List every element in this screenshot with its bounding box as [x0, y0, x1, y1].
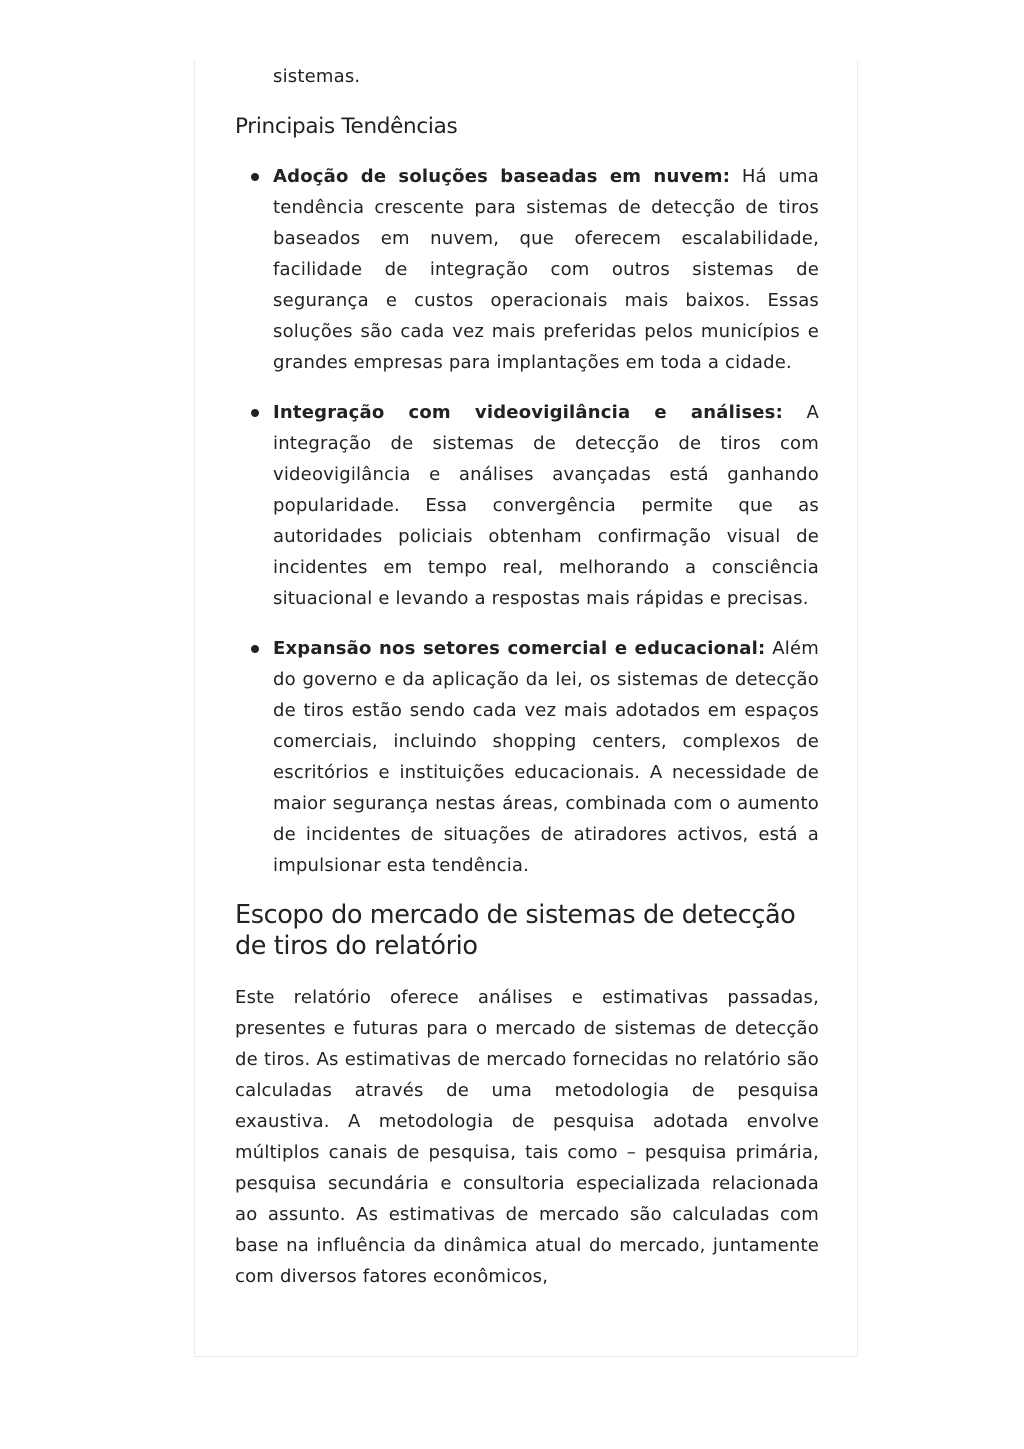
trend-item-video: [235, 397, 819, 614]
trend-title: Adoção de soluções baseadas em nuvem:: [273, 166, 731, 187]
trend-item-commercial: [235, 633, 819, 881]
trends-list: [235, 161, 819, 881]
trend-text: Além do governo e da aplicação da lei, os sistemas de detecção de tiros estão sendo cada vez mais adotados em espaços comerciais, incluindo shopping centers, complexos de escritórios e instituições educacionais. A necessidade de maior segurança nestas áreas, combinada com o aumento de incidentes de situações de atiradores activos, está a impulsionar esta tendência.: [273, 638, 819, 876]
document-page: [194, 60, 858, 1357]
trend-title: Expansão nos setores comercial e educacional:: [273, 638, 766, 659]
trend-title: Integração com videovigilância e análises:: [273, 402, 783, 423]
bullet-icon: [251, 409, 259, 417]
scope-heading: Escopo do mercado de sistemas de detecção de tiros do relatório: [235, 900, 796, 961]
bullet-icon: [251, 173, 259, 181]
trends-heading: Principais Tendências: [235, 114, 458, 139]
trend-text: Há uma tendência crescente para sistemas de detecção de tiros baseados em nuvem, que oferecem escalabilidade, facilidade de integração com outros sistemas de segurança e custos operacionais mais baixos. Essas soluções são cada vez mais preferidas pelos municípios e grandes empresas para implantações em toda a cidade.: [273, 166, 819, 373]
trend-item-cloud: [235, 161, 819, 378]
trend-text: A integração de sistemas de detecção de tiros com videovigilância e análises avançadas está ganhando popularidade. Essa convergência permite que as autoridades policiais obtenham confirmação visual de incidentes em tempo real, melhorando a consciência situacional e levando a respostas mais rápidas e precisas.: [273, 402, 819, 609]
continued-text-fragment: sistemas.: [273, 66, 361, 87]
document-content: [235, 60, 819, 1292]
bullet-icon: [251, 645, 259, 653]
scope-paragraph: Este relatório oferece análises e estimativas passadas, presentes e futuras para o mercado de sistemas de detecção de tiros. As estimativas de mercado fornecidas no relatório são calculadas através de uma metodologia de pesquisa exaustiva. A metodologia de pesquisa adotada envolve múltiplos canais de pesquisa, tais como – pesquisa primária, pesquisa secundária e consultoria especializada relacionada ao assunto. As estimativas de mercado são calculadas com base na influência da dinâmica atual do mercado, juntamente com diversos fatores econômicos,: [235, 987, 819, 1287]
